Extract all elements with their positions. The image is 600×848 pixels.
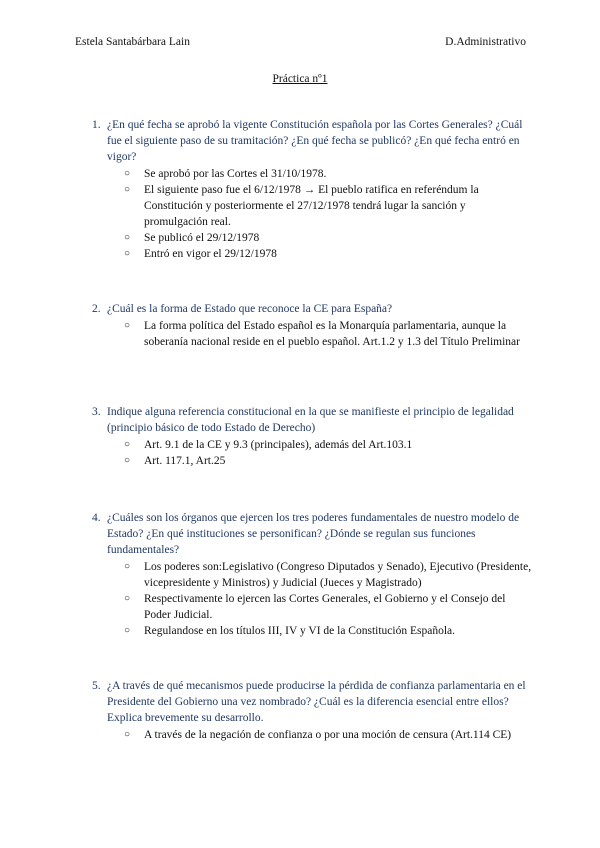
circle-bullet-icon: ○	[124, 455, 131, 466]
answer-item	[124, 230, 532, 246]
question-2	[92, 301, 532, 350]
question-1	[92, 117, 532, 262]
answer-list	[92, 318, 532, 350]
circle-bullet-icon: ○	[124, 232, 131, 243]
circle-bullet-icon: ○	[124, 593, 131, 604]
question-text: ¿En qué fecha se aprobó la vigente Constitución española por las Cortes Generales? ¿Cuál fue el siguiente paso de su tramitación? ¿En qué fecha se publicó? ¿En qué fecha entró en vigor?	[107, 119, 523, 163]
answer-text: Art. 9.1 de la CE y 9.3 (principales), además del Art.103.1	[144, 439, 413, 451]
answer-item	[124, 727, 532, 743]
answer-item	[124, 559, 532, 591]
answer-list	[92, 559, 532, 639]
circle-bullet-icon: ○	[124, 729, 131, 740]
answer-list	[92, 727, 532, 743]
answer-text: El siguiente paso fue el 6/12/1978 → El pueblo ratifica en referéndum la Constitución y posteriormente el 27/12/1978 tendrá lugar la sanción y promulgación real.	[144, 184, 479, 228]
circle-bullet-icon: ○	[124, 439, 131, 450]
question-text: ¿A través de qué mecanismos puede producirse la pérdida de confianza parlamentaria en el Presidente del Gobierno una vez nombrado? ¿Cuál es la diferencia esencial entre ellos? Explica brevemente su desarrollo.	[107, 680, 526, 724]
answer-item	[124, 623, 532, 639]
answer-text: Se publicó el 29/12/1978	[144, 232, 260, 244]
answer-list	[92, 437, 532, 469]
circle-bullet-icon: ○	[124, 168, 131, 179]
circle-bullet-icon: ○	[124, 184, 131, 195]
answer-item	[124, 318, 532, 350]
answer-text: Los poderes son:Legislativo (Congreso Diputados y Senado), Ejecutivo (Presidente, vicepresidente y Ministros) y Judicial (Jueces y Magistrado)	[144, 561, 532, 589]
answer-text: La forma política del Estado español es la Monarquía parlamentaria, aunque la soberanía nacional reside en el pueblo español. Art.1.2 y 1.3 del Título Preliminar	[144, 320, 520, 348]
circle-bullet-icon: ○	[124, 625, 131, 636]
answer-item	[124, 246, 532, 262]
answer-text: Se aprobó por las Cortes el 31/10/1978.	[144, 168, 327, 180]
answer-text: Regulandose en los títulos III, IV y VI de la Constitución Española.	[144, 625, 455, 637]
question-4	[92, 510, 532, 639]
question-number: 1.	[92, 119, 101, 131]
circle-bullet-icon: ○	[124, 320, 131, 331]
answer-text: A través de la negación de confianza o por una moción de censura (Art.114 CE)	[144, 729, 512, 741]
answer-item	[124, 166, 532, 182]
answer-item	[124, 437, 532, 453]
answer-text: Respectivamente lo ejercen las Cortes Generales, el Gobierno y el Consejo del Poder Judicial.	[144, 593, 506, 621]
header-course: D.Administrativo	[445, 36, 526, 48]
question-number: 5.	[92, 680, 101, 692]
page-title: Práctica nº1	[272, 73, 328, 85]
answer-text: Entró en vigor el 29/12/1978	[144, 248, 277, 260]
circle-bullet-icon: ○	[124, 248, 131, 259]
answer-item	[124, 591, 532, 623]
question-text: ¿Cuál es la forma de Estado que reconoce la CE para España?	[107, 303, 393, 315]
circle-bullet-icon: ○	[124, 561, 131, 572]
answer-list	[92, 166, 532, 262]
answer-text: Art. 117.1, Art.25	[144, 455, 226, 467]
answer-item	[124, 182, 532, 230]
question-number: 2.	[92, 303, 101, 315]
header-author: Estela Santabárbara Lain	[75, 36, 190, 48]
question-number: 3.	[92, 406, 101, 418]
question-number: 4.	[92, 512, 101, 524]
question-text: Indique alguna referencia constitucional en la que se manifieste el principio de legalidad (principio básico de todo Estado de Derecho)	[107, 406, 514, 434]
question-5	[92, 678, 532, 743]
question-3	[92, 404, 532, 469]
answer-item	[124, 453, 532, 469]
question-text: ¿Cuáles son los órganos que ejercen los tres poderes fundamentales de nuestro modelo de Estado? ¿En qué instituciones se personifican? ¿Dónde se regulan sus funciones fundamentales?	[107, 512, 520, 556]
